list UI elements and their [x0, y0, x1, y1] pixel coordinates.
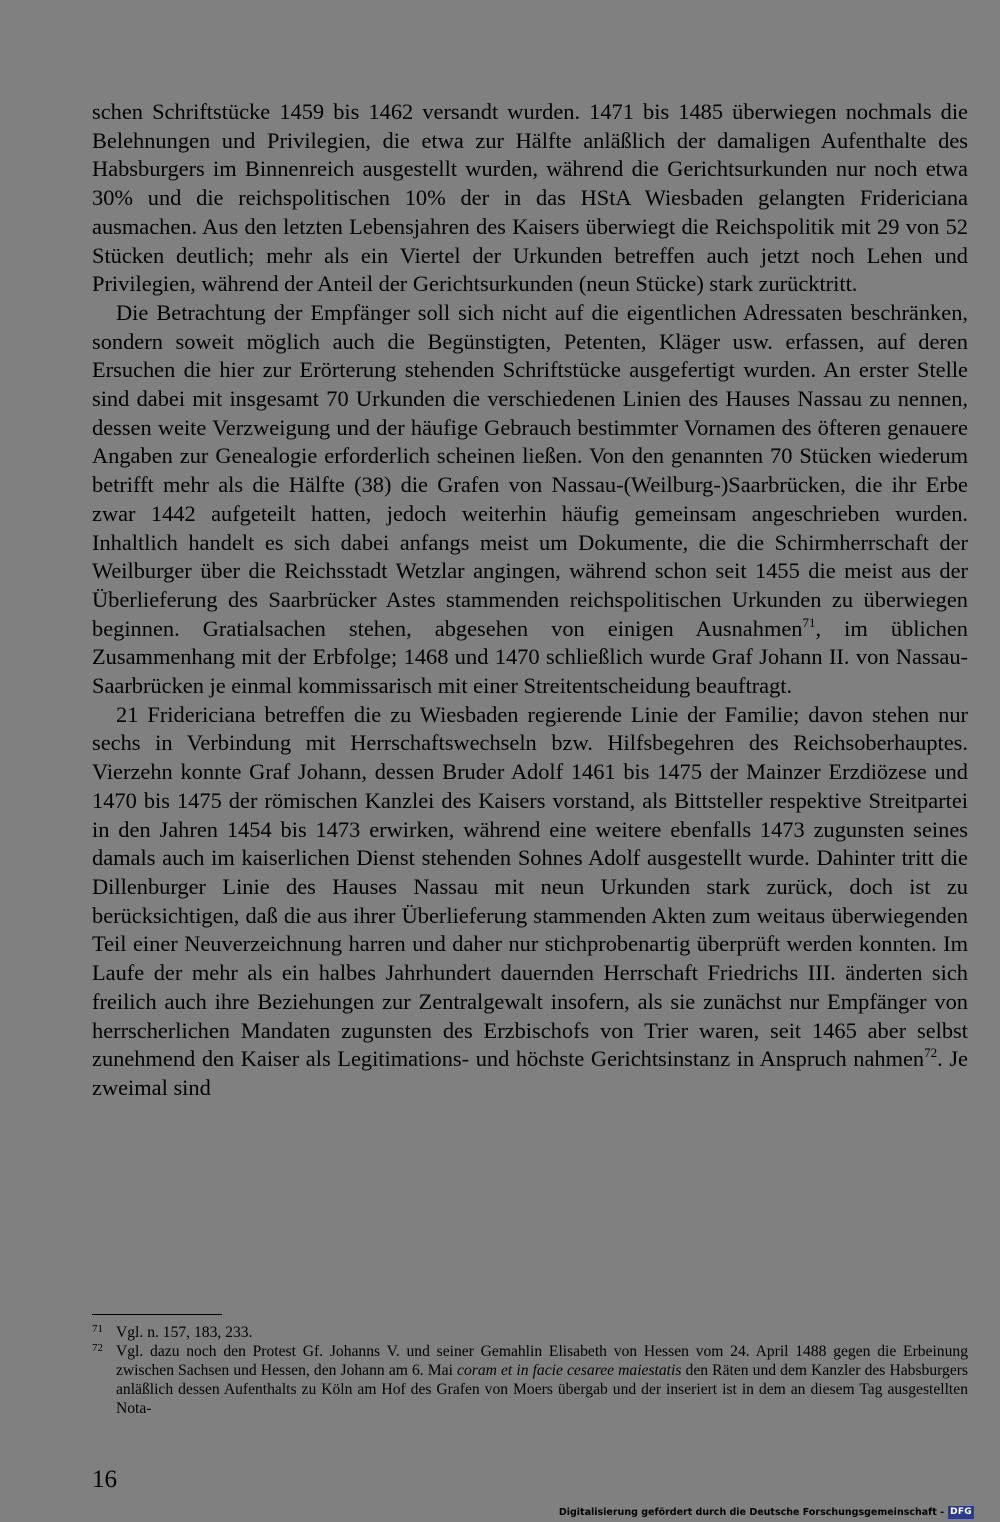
footnote-text-after: den Räten und dem Kanzler des Habsburgers anläßlich dessen Aufenthalts zu Köln am Hof des Grafen von Moers übergab und der inseriert ist in dem an diesem Tag ausgestellten Nota- [116, 1362, 969, 1417]
footnote-71 [92, 1323, 968, 1342]
footnote-number: 71 [92, 1323, 103, 1335]
paragraph-2-text: Die Betrachtung der Empfänger soll sich nicht auf die eigentlichen Adressaten beschränken, sondern soweit möglich auch die Begünstigten, Petenten, Kläger usw. erfassen, auf deren Ersuchen die hier zur Erörterung stehenden Schriftstücke ausgefertigt wurden. An erster Stelle sind dabei mit insgesamt 70 Urkunden die verschiedenen Linien des Hauses Nassau zu nennen, dessen weite Verzweigung und der häufige Gebrauch bestimmter Vornamen des öfteren genauere Angaben zur Genealogie erforderlich scheinen ließen. Von den genannten 70 Stücken wiederum betrifft mehr als die Hälfte (38) die Grafen von Nassau-(Weilburg-)Saarbrücken, die ihr Erbe zwar 1442 aufgeteilt hatten, jedoch weiterhin häufig gemeinsam angeschrieben wurden. Inhaltlich handelt es sich dabei anfangs meist um Dokumente, die die Schirmherrschaft der Weilburger über die Reichsstadt Wetzlar angingen, während schon seit 1455 die meist aus der Überlieferung des Saarbrücker Astes stammenden reichspolitischen Urkunden zu überwiegen beginnen. Gratialsachen stehen, abgesehen von einigen Ausnahmen [92, 299, 968, 641]
footnote-latin-quote: coram et in facie cesaree maiestatis [457, 1362, 682, 1379]
footnote-number: 72 [92, 1342, 103, 1354]
dfg-logo-icon: DFG [950, 1506, 972, 1517]
footnote-ref-71[interactable]: 71 [802, 614, 816, 630]
footnote-text: Vgl. n. 157, 183, 233. [116, 1324, 253, 1341]
paragraph-2 [92, 299, 968, 701]
main-text [92, 98, 968, 1103]
digitization-credit [559, 1505, 974, 1519]
footnote-text-before: Vgl. dazu noch den Protest Gf. Johanns V. und seiner Gemahlin Elisabeth von Hessen vom 24. April 1488 gegen die Erbeinung zwischen Sachsen und Hessen, den Johann am 6. Mai [116, 1343, 968, 1379]
paragraph-3 [92, 701, 968, 1103]
credit-text: Digitalisierung gefördert durch die Deutsche Forschungsgemeinschaft - [558, 1506, 945, 1518]
paragraph-1: schen Schriftstücke 1459 bis 1462 versandt wurden. 1471 bis 1485 überwiegen nochmals die Belehnungen und Privilegien, die etwa zur Hälfte anläßlich der damaligen Aufenthalte des Habsburgers im Binnenreich ausgestellt wurden, während die Gerichtsurkunden nur noch etwa 30% und die reichspolitischen 10% der in das HStA Wiesbaden gelangten Fridericiana ausmachen. Aus den letzten Lebensjahren des Kaisers überwiegt die Reichspolitik mit 29 von 52 Stücken deutlich; mehr als ein Viertel der Urkunden betreffen auch jetzt noch Lehen und Privilegien, während der Anteil der Gerichtsurkunden (neun Stücke) stark zurücktritt. [92, 99, 968, 297]
page-number: 16 [92, 1466, 117, 1493]
paragraph-3-tail: . Je zweimal sind [92, 1046, 968, 1100]
footnote-ref-72[interactable]: 72 [924, 1045, 938, 1061]
footnote-72 [92, 1342, 968, 1418]
paragraph-2-tail: , im üblichen Zusammenhang mit der Erbfolge; 1468 und 1470 schließlich wurde Graf Johann II. von Nassau-Saarbrücken je einmal kommissarisch mit einer Streitentscheidung beauftragt. [92, 615, 968, 699]
paragraph-3-text: 21 Fridericiana betreffen die zu Wiesbaden regierende Linie der Familie; davon stehen nur sechs in Verbindung mit Herrschaftswechseln bzw. Hilfsbegehren des Reichsoberhauptes. Vierzehn konnte Graf Johann, dessen Bruder Adolf 1461 bis 1475 der Mainzer Erzdiözese und 1470 bis 1475 der römischen Kanzlei des Kaisers vorstand, als Bittsteller respektive Streitpartei in den Jahren 1454 bis 1473 erwirken, während eine weitere ebenfalls 1473 zugunsten seines damals auch im kaiserlichen Dienst stehenden Sohnes Adolf ausgestellt wurde. Dahinter tritt die Dillenburger Linie des Hauses Nassau mit neun Urkunden stark zurück, doch ist zu berücksichtigen, daß die aus ihrer Überlieferung stammenden Akten zum weitaus überwiegenden Teil einer Neuverzeichnung harren und daher nur stichprobenartig überprüft werden konnten. Im Laufe der mehr als ein halbes Jahrhundert dauernden Herrschaft Friedrichs III. änderten sich freilich auch ihre Beziehungen zur Zentralgewalt insofern, als sie zunächst nur Empfänger von herrscherlichen Mandaten zugunsten des Erzbischofs von Trier waren, seit 1465 aber selbst zunehmend den Kaiser als Legitimations- und höchste Gerichtsinstanz in Anspruch nahmen [92, 701, 968, 1072]
footnote-divider [92, 1314, 222, 1315]
footnotes [92, 1323, 968, 1418]
